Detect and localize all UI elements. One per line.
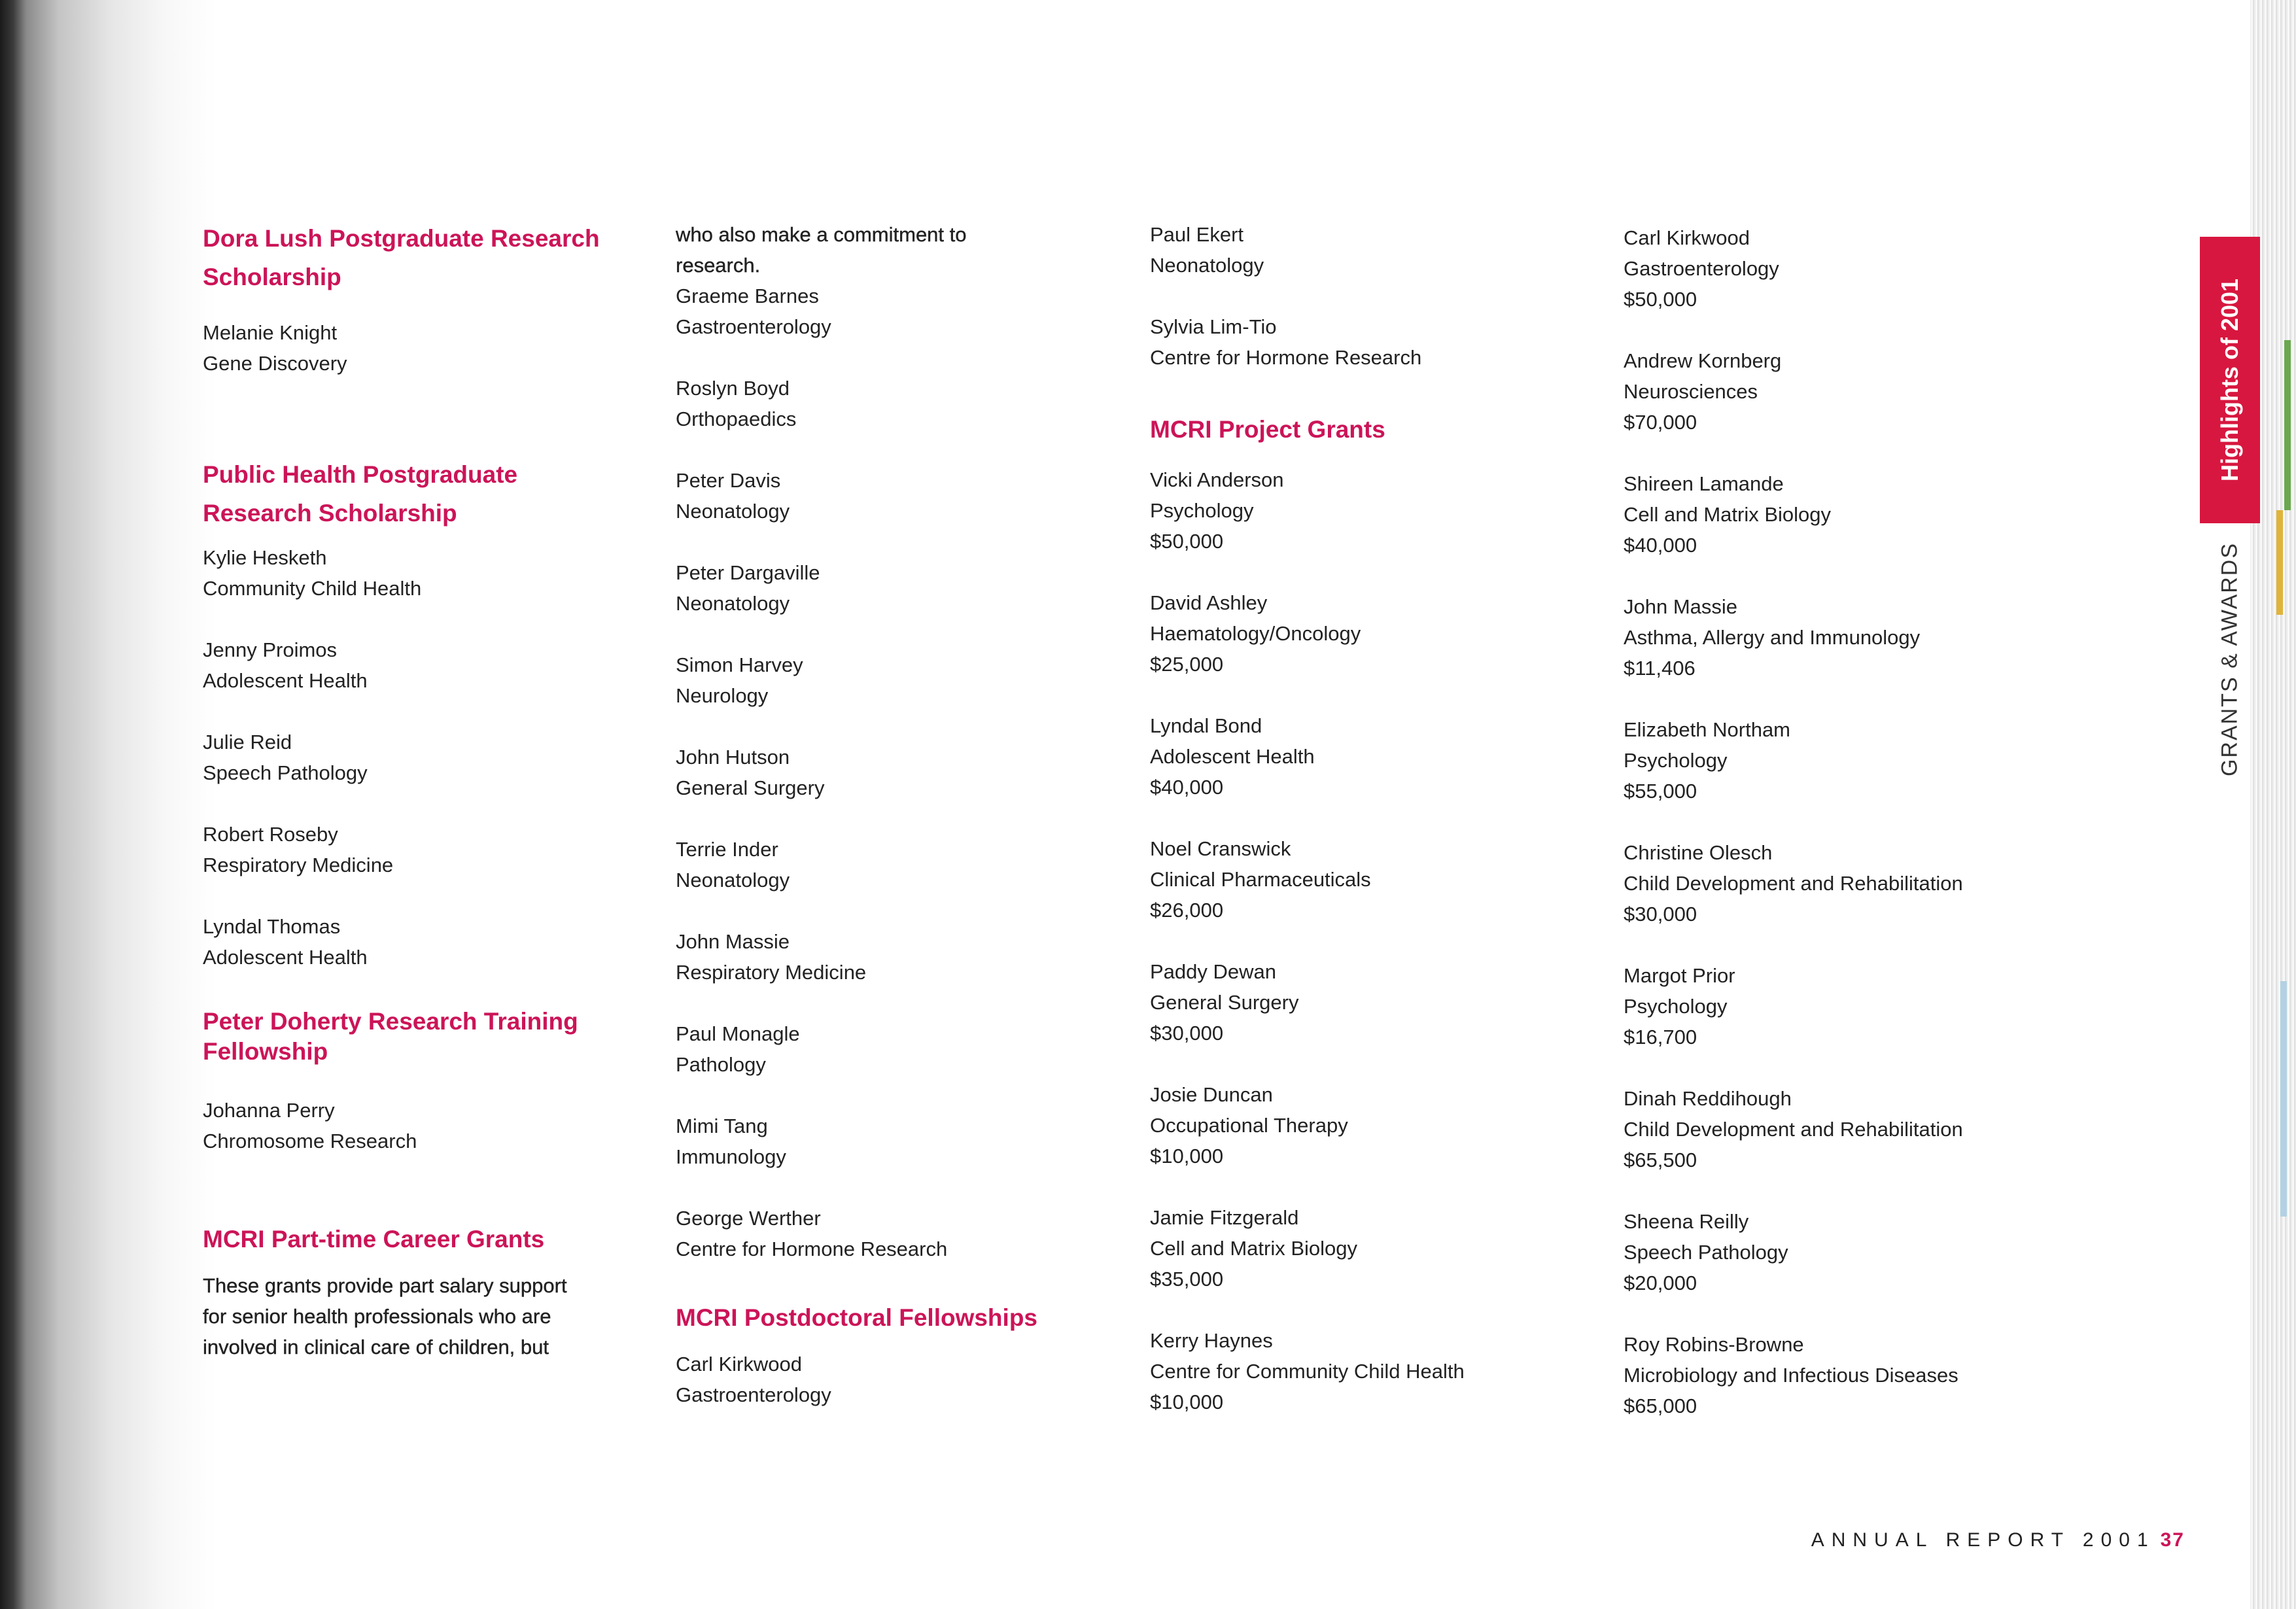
recipient-name: John Massie (676, 930, 790, 953)
recipient-name: Johanna Perry (203, 1099, 335, 1122)
recipient-dept: Neurosciences (1624, 380, 1758, 403)
list-item (1624, 960, 2068, 1052)
recipient-dept: Orthopaedics (676, 407, 797, 430)
list-item (1150, 710, 1595, 803)
edge-strip (2284, 340, 2291, 510)
recipient-dept: Pathology (676, 1053, 766, 1076)
recipient-dept: Psychology (1624, 749, 1728, 772)
column-4 (1624, 222, 2068, 1452)
grant-amount: $20,000 (1624, 1272, 1697, 1294)
section-heading: Peter Doherty Research Training Fellowship (203, 1008, 578, 1065)
recipient-dept: Chromosome Research (203, 1130, 417, 1152)
recipient-dept: Gastroenterology (1624, 257, 1779, 280)
list-item (203, 1095, 648, 1156)
recipient-name: Kerry Haynes (1150, 1329, 1273, 1352)
column-2 (676, 219, 1121, 1441)
recipient-dept: Respiratory Medicine (676, 961, 867, 984)
grant-amount: $25,000 (1150, 653, 1224, 676)
grant-amount: $26,000 (1150, 899, 1224, 922)
list-item (1624, 345, 2068, 438)
list-item (1150, 219, 1595, 281)
edge-strip (2280, 981, 2287, 1217)
section-public-health (203, 455, 648, 973)
list-item (676, 834, 1121, 895)
list-item (1624, 1329, 2068, 1421)
list-item (1624, 468, 2068, 561)
binding-shadow (0, 0, 216, 1609)
recipient-name: Dinah Reddihough (1624, 1087, 1792, 1110)
list-item (676, 926, 1121, 988)
grant-amount: $11,406 (1624, 657, 1696, 680)
recipient-dept: Clinical Pharmaceuticals (1150, 868, 1371, 891)
page-footer (1811, 1529, 2185, 1551)
list-item (676, 557, 1121, 619)
footer-label: ANNUAL REPORT 2001 (1811, 1529, 2155, 1551)
recipient-dept: Gastroenterology (676, 1383, 831, 1406)
recipient-dept: Adolescent Health (203, 946, 368, 969)
recipient-name: Jenny Proimos (203, 638, 338, 661)
recipient-dept: Haematology/Oncology (1150, 622, 1361, 645)
recipient-name: Paul Ekert (1150, 223, 1244, 246)
recipient-dept: Microbiology and Infectious Diseases (1624, 1364, 1958, 1387)
recipient-name: Sheena Reilly (1624, 1210, 1749, 1233)
recipient-dept: Adolescent Health (1150, 745, 1315, 768)
column-3 (1150, 219, 1595, 1448)
grant-amount: $16,700 (1624, 1026, 1697, 1048)
section-heading: MCRI Part-time Career Grants (203, 1226, 545, 1253)
page-number: 37 (2160, 1529, 2185, 1551)
recipient-name: Elizabeth Northam (1624, 718, 1791, 741)
section-project-grants (1150, 410, 1595, 1417)
list-item (1150, 1079, 1595, 1171)
grant-amount: $10,000 (1150, 1391, 1224, 1413)
recipient-name: Paddy Dewan (1150, 960, 1277, 983)
list-item (1624, 837, 2068, 929)
recipient-name: Mimi Tang (676, 1115, 768, 1137)
list-item (1150, 464, 1595, 557)
recipient-name: Simon Harvey (676, 653, 803, 676)
list-item (676, 1111, 1121, 1172)
recipient-dept: General Surgery (1150, 991, 1299, 1014)
list-item (676, 281, 1121, 342)
recipient-name: Graeme Barnes (676, 285, 819, 307)
list-item (676, 742, 1121, 803)
list-item (676, 1349, 1121, 1410)
list-item (1624, 714, 2068, 806)
recipient-name: Peter Dargaville (676, 561, 820, 584)
section-dora-lush (203, 219, 648, 379)
recipient-dept: Asthma, Allergy and Immunology (1624, 626, 1921, 649)
recipient-dept: Psychology (1150, 499, 1254, 522)
recipient-name: Christine Olesch (1624, 841, 1773, 864)
list-item (1150, 587, 1595, 680)
section-tab-label: Highlights of 2001 (2216, 278, 2243, 482)
recipient-dept: Occupational Therapy (1150, 1114, 1348, 1137)
list-item (676, 1203, 1121, 1264)
recipient-dept: Child Development and Rehabilitation (1624, 872, 1963, 895)
running-head: GRANTS & AWARDS (2217, 542, 2242, 777)
grant-amount: $50,000 (1624, 288, 1697, 311)
list-item (1624, 222, 2068, 315)
list-item (1624, 1083, 2068, 1175)
list-item (1624, 1206, 2068, 1298)
grant-amount: $65,500 (1624, 1149, 1697, 1171)
list-item (676, 649, 1121, 711)
recipient-dept: Community Child Health (203, 577, 422, 600)
recipient-name: Roslyn Boyd (676, 377, 790, 400)
list-item (676, 1018, 1121, 1080)
recipient-dept: Neurology (676, 684, 769, 707)
recipient-name: Shireen Lamande (1624, 472, 1784, 495)
recipient-dept: Neonatology (676, 869, 790, 891)
grant-amount: $50,000 (1150, 530, 1224, 553)
recipient-dept: Centre for Community Child Health (1150, 1360, 1465, 1383)
recipient-name: Lyndal Bond (1150, 714, 1262, 737)
recipient-dept: Adolescent Health (203, 669, 368, 692)
section-heading: Dora Lush Postgraduate Research Scholarship (203, 225, 600, 290)
recipient-dept: General Surgery (676, 776, 825, 799)
list-item (676, 373, 1121, 434)
grant-amount: $10,000 (1150, 1145, 1224, 1168)
list-item (203, 634, 648, 696)
recipient-name: Margot Prior (1624, 964, 1735, 987)
recipient-name: Melanie Knight (203, 321, 338, 344)
section-peter-doherty (203, 1007, 648, 1156)
recipient-name: Terrie Inder (676, 838, 778, 861)
recipient-name: Robert Roseby (203, 823, 338, 846)
recipient-dept: Immunology (676, 1145, 786, 1168)
recipient-dept: Neonatology (1150, 254, 1264, 277)
grant-amount: $30,000 (1624, 903, 1697, 926)
recipient-dept: Psychology (1624, 995, 1728, 1018)
list-item (203, 911, 648, 973)
recipient-name: Sylvia Lim-Tio (1150, 315, 1277, 338)
list-item (203, 727, 648, 788)
section-heading: Public Health Postgraduate Research Scholarship (203, 461, 518, 527)
list-item (1150, 311, 1595, 373)
recipient-name: Kylie Hesketh (203, 546, 327, 569)
recipient-name: Lyndal Thomas (203, 915, 341, 938)
section-heading: MCRI Postdoctoral Fellowships (676, 1304, 1037, 1331)
list-item (203, 542, 648, 604)
section-heading: MCRI Project Grants (1150, 416, 1385, 443)
grant-amount: $65,000 (1624, 1394, 1697, 1417)
list-item (1624, 591, 2068, 683)
list-item (203, 317, 648, 379)
recipient-name: Jamie Fitzgerald (1150, 1206, 1299, 1229)
recipient-dept: Speech Pathology (203, 761, 368, 784)
recipient-dept: Centre for Hormone Research (676, 1237, 948, 1260)
recipient-name: Paul Monagle (676, 1022, 800, 1045)
recipient-name: Roy Robins-Browne (1624, 1333, 1804, 1356)
grant-amount: $40,000 (1624, 534, 1697, 557)
recipient-name: Josie Duncan (1150, 1083, 1273, 1106)
recipient-name: Andrew Kornberg (1624, 349, 1782, 372)
recipient-dept: Centre for Hormone Research (1150, 346, 1422, 369)
recipient-name: John Massie (1624, 595, 1738, 618)
list-item (1150, 1325, 1595, 1417)
list-item (1150, 956, 1595, 1048)
grant-amount: $30,000 (1150, 1022, 1224, 1045)
section-intro: These grants provide part salary support for senior health professionals who are involved in clinical care of children, but (203, 1274, 567, 1358)
recipient-dept: Neonatology (676, 500, 790, 523)
recipient-dept: Gastroenterology (676, 315, 831, 338)
grant-amount: $35,000 (1150, 1268, 1224, 1290)
recipient-name: Julie Reid (203, 731, 292, 753)
recipient-dept: Child Development and Rehabilitation (1624, 1118, 1963, 1141)
list-item (1150, 833, 1595, 926)
recipient-name: George Werther (676, 1207, 821, 1230)
recipient-dept: Speech Pathology (1624, 1241, 1788, 1264)
column-1 (203, 219, 648, 1362)
recipient-dept: Gene Discovery (203, 352, 347, 375)
recipient-name: Vicki Anderson (1150, 468, 1284, 491)
section-postdoctoral (676, 1298, 1121, 1410)
section-intro-continued: who also make a commitment to research. (676, 223, 967, 277)
grant-amount: $40,000 (1150, 776, 1224, 799)
grant-amount: $55,000 (1624, 780, 1697, 803)
recipient-name: Peter Davis (676, 469, 781, 492)
recipient-name: John Hutson (676, 746, 790, 769)
recipient-dept: Neonatology (676, 592, 790, 615)
grant-amount: $70,000 (1624, 411, 1697, 434)
list-item (203, 819, 648, 880)
recipient-dept: Cell and Matrix Biology (1624, 503, 1832, 526)
recipient-name: Carl Kirkwood (1624, 226, 1750, 249)
edge-strip (2276, 510, 2283, 615)
recipient-dept: Respiratory Medicine (203, 854, 394, 876)
list-item (1150, 1202, 1595, 1294)
recipient-name: Carl Kirkwood (676, 1353, 802, 1375)
recipient-dept: Cell and Matrix Biology (1150, 1237, 1358, 1260)
section-part-time-career (203, 1220, 648, 1362)
list-item (676, 465, 1121, 527)
recipient-name: Noel Cranswick (1150, 837, 1291, 860)
recipient-name: David Ashley (1150, 591, 1268, 614)
